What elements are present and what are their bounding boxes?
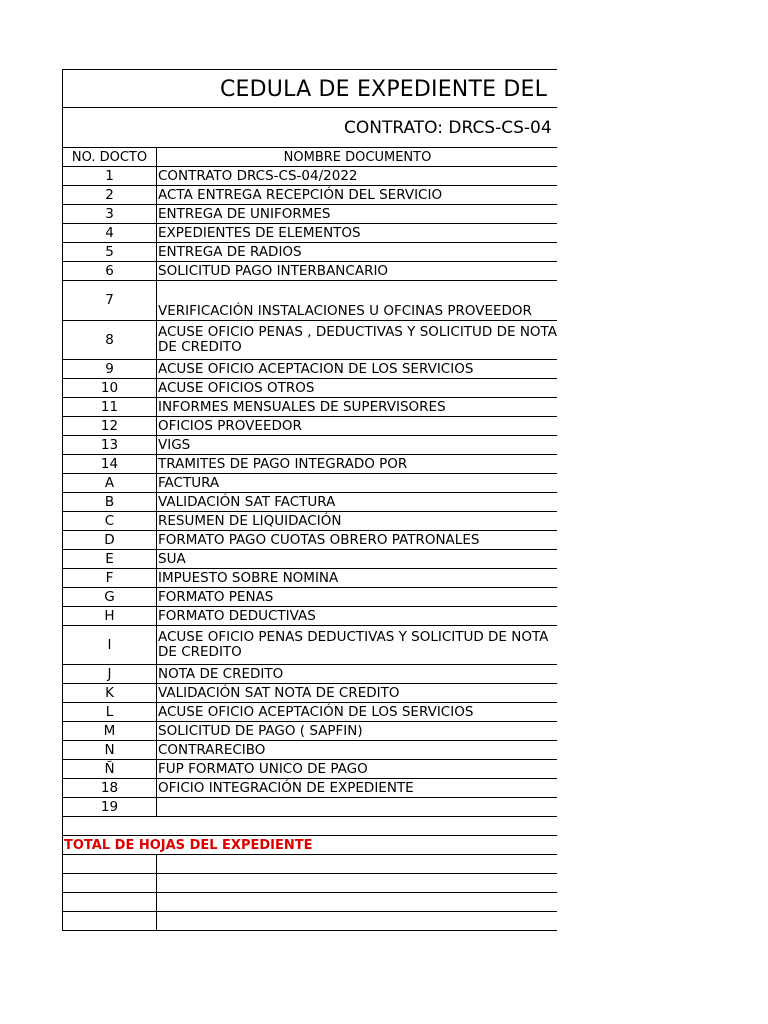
table-row	[63, 665, 558, 684]
blank-row	[63, 893, 558, 912]
doc-number: 4	[63, 224, 157, 243]
doc-number: 8	[63, 321, 157, 360]
total-label: TOTAL DE HOJAS DEL EXPEDIENTE	[63, 836, 558, 855]
doc-name: NOTA DE CREDITO	[157, 665, 558, 684]
doc-number: 10	[63, 379, 157, 398]
doc-name: OFICIOS PROVEEDOR	[157, 417, 558, 436]
doc-name: VIGS	[157, 436, 558, 455]
doc-number: Ñ	[63, 760, 157, 779]
doc-number: D	[63, 531, 157, 550]
blank-row	[63, 912, 558, 931]
total-row	[63, 836, 558, 855]
doc-number: 18	[63, 779, 157, 798]
doc-number: I	[63, 626, 157, 665]
doc-name: TRAMITES DE PAGO INTEGRADO POR	[157, 455, 558, 474]
table-row	[63, 360, 558, 379]
table-row	[63, 741, 558, 760]
doc-number: C	[63, 512, 157, 531]
table-row	[63, 703, 558, 722]
doc-number: 14	[63, 455, 157, 474]
rows-body	[63, 167, 558, 817]
doc-name: FORMATO DEDUCTIVAS	[157, 607, 558, 626]
table-row	[63, 321, 558, 360]
doc-name: ENTREGA DE UNIFORMES	[157, 205, 558, 224]
table-row	[63, 167, 558, 186]
blank-cell	[63, 912, 157, 931]
table-row	[63, 684, 558, 703]
table-row	[63, 607, 558, 626]
doc-name: CONTRARECIBO	[157, 741, 558, 760]
doc-number: 19	[63, 798, 157, 817]
doc-name: ACUSE OFICIO PENAS DEDUCTIVAS Y SOLICITUD DE NOTA DE CREDITO	[157, 626, 558, 665]
doc-number: H	[63, 607, 157, 626]
doc-name: ENTREGA DE RADIOS	[157, 243, 558, 262]
doc-name: FORMATO PENAS	[157, 588, 558, 607]
doc-name: ACUSE OFICIO ACEPTACION DE LOS SERVICIOS	[157, 360, 558, 379]
doc-number: F	[63, 569, 157, 588]
blank-cell	[157, 874, 558, 893]
doc-name: CONTRATO DRCS-CS-04/2022	[157, 167, 558, 186]
doc-name: OFICIO INTEGRACIÓN DE EXPEDIENTE	[157, 779, 558, 798]
doc-name: ACUSE OFICIO PENAS , DEDUCTIVAS Y SOLICITUD DE NOTA DE CREDITO	[157, 321, 558, 360]
doc-name: RESUMEN DE LIQUIDACIÓN	[157, 512, 558, 531]
table-row	[63, 243, 558, 262]
doc-name: EXPEDIENTES DE ELEMENTOS	[157, 224, 558, 243]
doc-name: FORMATO PAGO CUOTAS OBRERO PATRONALES	[157, 531, 558, 550]
doc-number: G	[63, 588, 157, 607]
table-row	[63, 493, 558, 512]
doc-number: 9	[63, 360, 157, 379]
header-name: NOMBRE DOCUMENTO	[157, 148, 558, 167]
doc-number: 6	[63, 262, 157, 281]
contract-label: CONTRATO: DRCS-CS-04	[344, 118, 552, 138]
table-row	[63, 512, 558, 531]
table-row	[63, 550, 558, 569]
doc-name: VALIDACIÓN SAT NOTA DE CREDITO	[157, 684, 558, 703]
blank-cell	[63, 893, 157, 912]
doc-number: E	[63, 550, 157, 569]
doc-number: 13	[63, 436, 157, 455]
table-row	[63, 798, 558, 817]
documents-table	[62, 147, 558, 931]
table-row	[63, 455, 558, 474]
table-row	[63, 588, 558, 607]
table-row	[63, 262, 558, 281]
doc-name: SOLICITUD DE PAGO ( SAPFIN)	[157, 722, 558, 741]
doc-name: ACUSE OFICIO ACEPTACIÓN DE LOS SERVICIOS	[157, 703, 558, 722]
doc-number: 3	[63, 205, 157, 224]
doc-number: L	[63, 703, 157, 722]
table-row	[63, 569, 558, 588]
table-row	[63, 531, 558, 550]
blank-row	[63, 855, 558, 874]
blank-cell	[157, 912, 558, 931]
doc-number: N	[63, 741, 157, 760]
doc-number: 2	[63, 186, 157, 205]
doc-name: FACTURA	[157, 474, 558, 493]
doc-number: 5	[63, 243, 157, 262]
doc-name	[157, 798, 558, 817]
empty-cell	[63, 817, 558, 836]
blank-cell	[63, 874, 157, 893]
header-row	[63, 148, 558, 167]
spreadsheet	[62, 69, 558, 931]
doc-name: ACUSE OFICIOS OTROS	[157, 379, 558, 398]
table-row	[63, 474, 558, 493]
table-row	[63, 398, 558, 417]
doc-name: ACTA ENTREGA RECEPCIÓN DEL SERVICIO	[157, 186, 558, 205]
doc-name: VERIFICACIÓN INSTALACIONES U OFCINAS PROVEEDOR	[157, 281, 558, 321]
title-row	[62, 69, 558, 107]
blank-cell	[157, 893, 558, 912]
table-row	[63, 186, 558, 205]
table-row	[63, 436, 558, 455]
doc-number: A	[63, 474, 157, 493]
header-num: NO. DOCTO	[63, 148, 157, 167]
document-title: CEDULA DE EXPEDIENTE DEL	[220, 77, 548, 102]
doc-name: IMPUESTO SOBRE NOMINA	[157, 569, 558, 588]
table-row	[63, 722, 558, 741]
doc-number: K	[63, 684, 157, 703]
blank-row	[63, 874, 558, 893]
table-row	[63, 205, 558, 224]
doc-number: 7	[63, 281, 157, 321]
blank-cell	[63, 855, 157, 874]
doc-name: INFORMES MENSUALES DE SUPERVISORES	[157, 398, 558, 417]
doc-number: J	[63, 665, 157, 684]
table-row	[63, 760, 558, 779]
doc-name: SUA	[157, 550, 558, 569]
page-edge	[557, 69, 768, 969]
table-row	[63, 224, 558, 243]
empty-row	[63, 817, 558, 836]
doc-number: 1	[63, 167, 157, 186]
table-row	[63, 779, 558, 798]
doc-number: 12	[63, 417, 157, 436]
blank-cell	[157, 855, 558, 874]
doc-name: VALIDACIÓN SAT FACTURA	[157, 493, 558, 512]
table-row	[63, 626, 558, 665]
table-row	[63, 379, 558, 398]
doc-number: M	[63, 722, 157, 741]
table-row	[63, 281, 558, 321]
doc-name: SOLICITUD PAGO INTERBANCARIO	[157, 262, 558, 281]
doc-number: 11	[63, 398, 157, 417]
table-row	[63, 417, 558, 436]
contract-row	[62, 107, 558, 147]
doc-name: FUP FORMATO UNICO DE PAGO	[157, 760, 558, 779]
doc-number: B	[63, 493, 157, 512]
